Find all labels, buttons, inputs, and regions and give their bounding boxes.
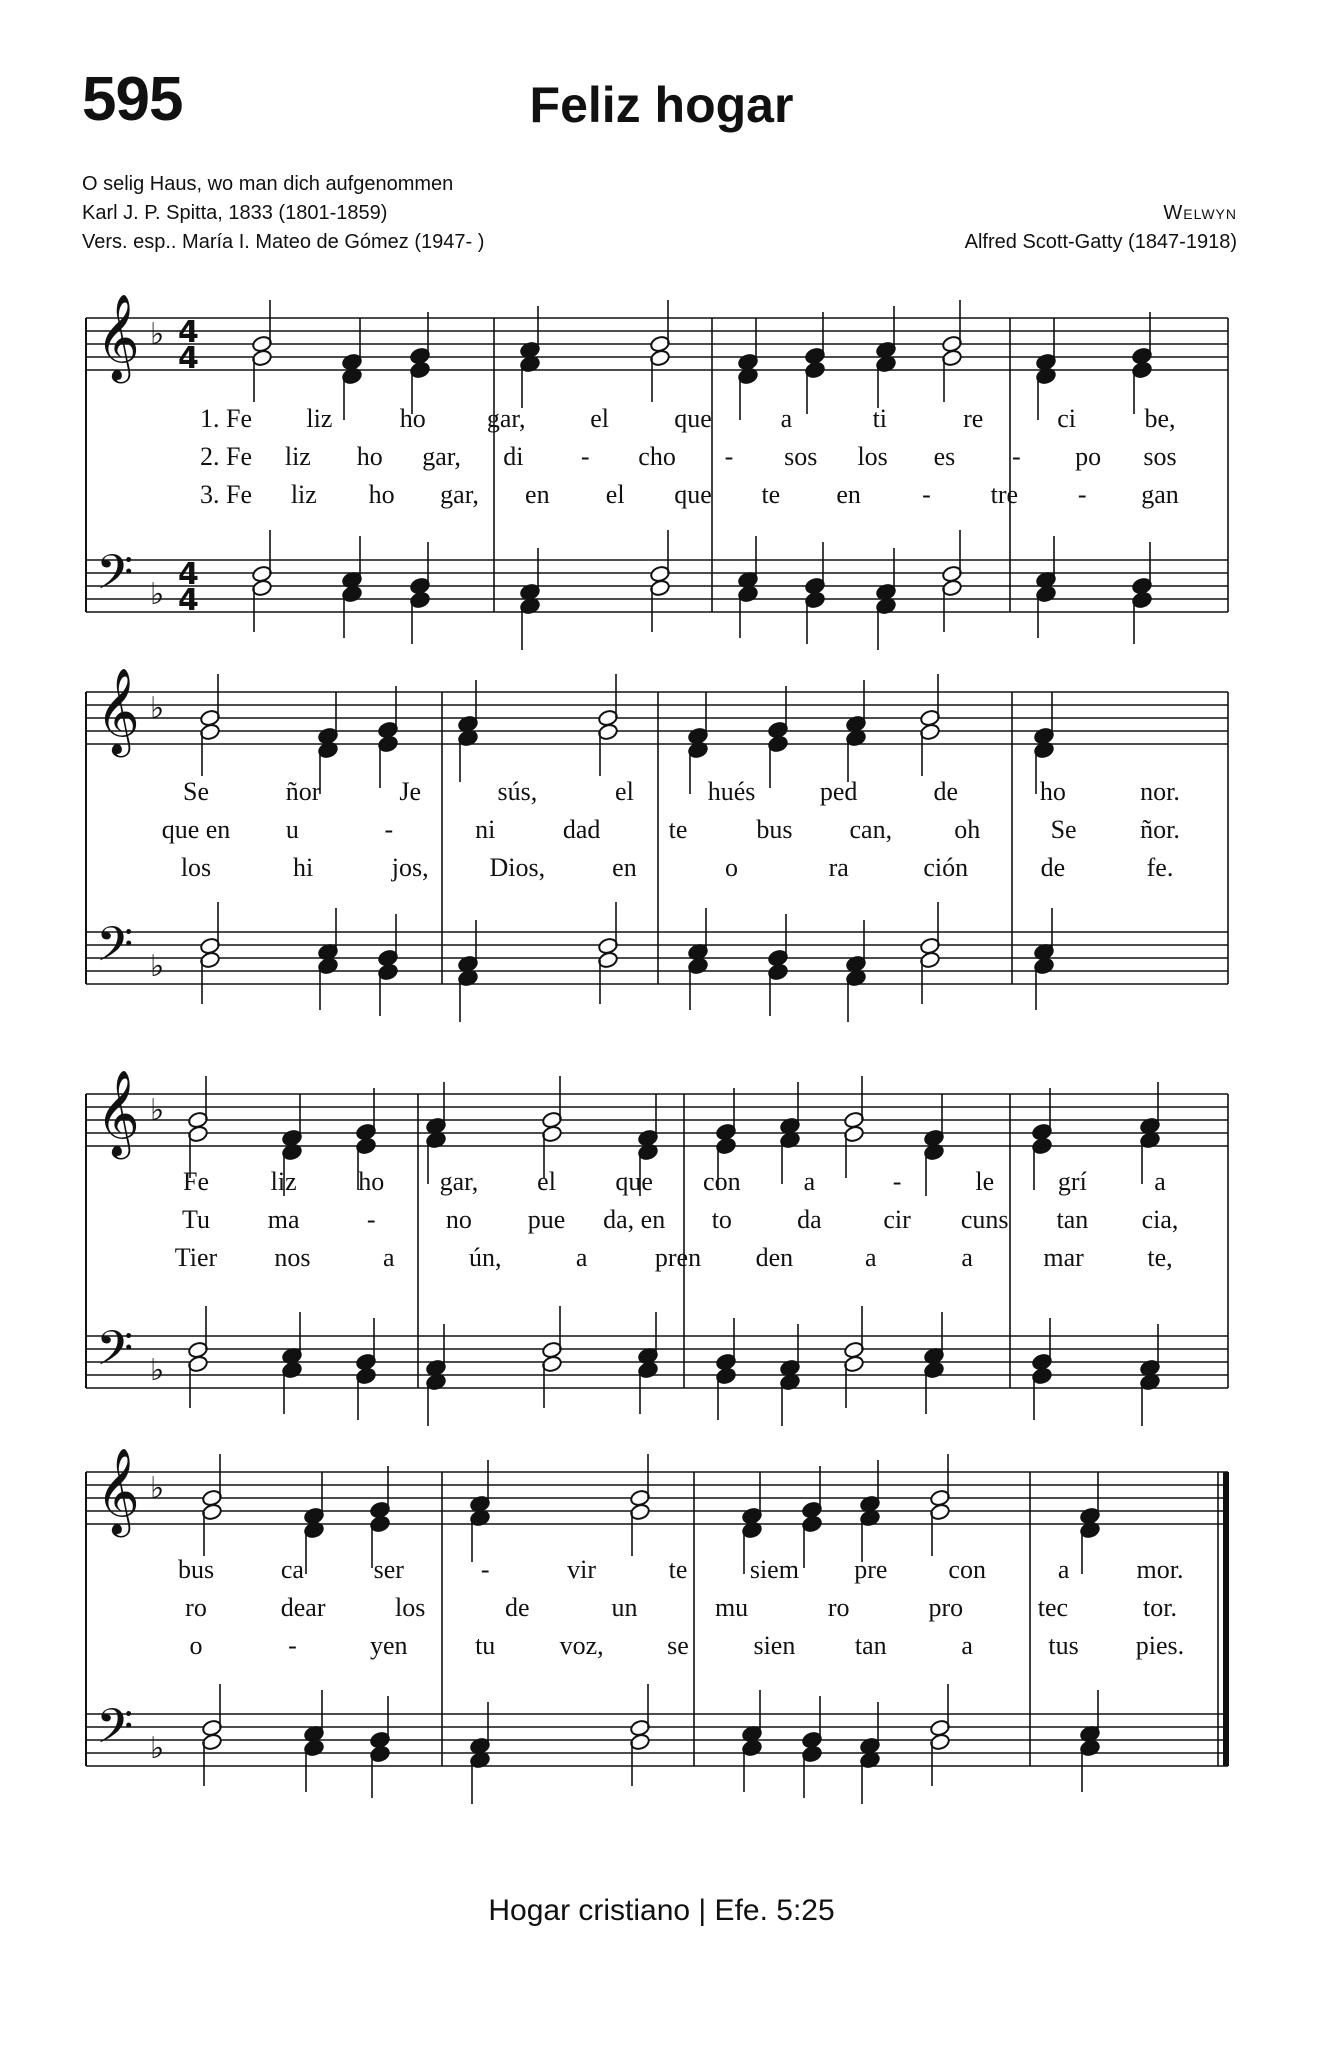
lyric-syllable: con: [948, 1555, 986, 1584]
lyric-syllable: liz: [306, 404, 333, 433]
lyric-syllable: oh: [954, 815, 981, 844]
lyric-syllable: u: [285, 815, 299, 844]
lyric-syllable: tus: [1048, 1631, 1079, 1660]
lyric-syllable: ho: [356, 442, 383, 471]
lyric-syllable: pro: [928, 1593, 964, 1622]
lyric-syllable: a: [961, 1631, 973, 1660]
lyric-syllable: da: [797, 1205, 822, 1234]
lyric-syllable: no: [445, 1205, 472, 1234]
flat-icon: ♭: [150, 1471, 165, 1506]
lyric-syllable: gar,: [422, 442, 461, 471]
lyric-syllable: ped: [819, 777, 858, 806]
lyric-syllable: po: [1075, 442, 1102, 471]
lyric-syllable: tor.: [1143, 1593, 1177, 1622]
lyric-syllable: ción: [923, 853, 969, 882]
lyric-syllable: den: [755, 1243, 794, 1272]
composer-line: Alfred Scott-Gatty (1847-1918): [964, 231, 1237, 253]
treble-clef-icon: 𝄞: [96, 1448, 140, 1534]
lyric-syllable: gar,: [486, 404, 526, 433]
lyric-syllable: re: [963, 404, 984, 433]
lyric-syllable: 2. Fe: [200, 442, 252, 471]
lyric-syllable: gar,: [440, 480, 479, 509]
lyric-syllable: tre: [990, 480, 1019, 509]
lyric-syllable: le: [975, 1167, 995, 1196]
lyric-syllable: ún,: [468, 1243, 502, 1272]
lyric-syllable: nos: [274, 1243, 311, 1272]
lyric-syllable: siem: [749, 1555, 799, 1584]
bass-clef-icon: 𝄢: [96, 544, 134, 612]
lyric-syllable: Fe: [183, 1167, 209, 1196]
lyric-syllable: cia,: [1141, 1205, 1179, 1234]
lyric-syllable: un: [611, 1593, 638, 1622]
lyric-syllable: ser: [373, 1555, 404, 1584]
lyric-syllable: bus: [756, 815, 793, 844]
lyric-syllable: -: [1077, 480, 1087, 509]
footer-topic: Hogar cristiano | Efe. 5:25: [488, 1894, 835, 1927]
flat-icon: ♭: [150, 1353, 165, 1388]
lyric-syllable: cho: [638, 442, 676, 471]
lyric-syllable: -: [480, 1555, 490, 1584]
lyric-syllable: sien: [753, 1631, 796, 1660]
flat-icon: ♭: [150, 691, 165, 726]
lyric-syllable: can,: [849, 815, 893, 844]
lyric-syllable: a: [780, 404, 793, 433]
lyric-syllable: Tier: [174, 1243, 218, 1272]
treble-clef-icon: 𝄞: [96, 294, 140, 380]
lyric-syllable: en: [836, 480, 861, 509]
lyric-syllable: ro: [185, 1593, 207, 1622]
lyric-syllable: tec: [1037, 1593, 1069, 1622]
author-line: Karl J. P. Spitta, 1833 (1801-1859): [82, 202, 388, 224]
lyric-syllable: el: [615, 777, 634, 806]
lyric-syllable: ma: [267, 1205, 300, 1234]
lyric-syllable: de: [1040, 853, 1066, 882]
lyric-syllable: ca: [280, 1555, 304, 1584]
lyric-syllable: de: [505, 1593, 530, 1622]
lyric-syllable: ho: [1039, 777, 1066, 806]
lyric-syllable: -: [724, 442, 734, 471]
lyric-syllable: voz,: [559, 1631, 604, 1660]
lyric-syllable: -: [892, 1167, 902, 1196]
lyric-syllable: ñor: [285, 777, 321, 806]
lyric-syllable: tu: [475, 1631, 496, 1660]
lyric-syllable: los: [180, 853, 212, 882]
lyric-syllable: yen: [370, 1631, 408, 1660]
hymn-number: 595: [82, 65, 183, 134]
flat-icon: ♭: [150, 1093, 165, 1128]
lyric-syllable: bus: [177, 1555, 215, 1584]
lyric-syllable: -: [366, 1205, 376, 1234]
lyric-syllable: ni: [475, 815, 496, 844]
lyric-syllable: Se: [1050, 815, 1077, 844]
lyric-syllable: vir: [567, 1555, 597, 1584]
lyric-syllable: los: [395, 1593, 426, 1622]
lyric-syllable: liz: [290, 480, 317, 509]
lyric-syllable: o: [189, 1631, 203, 1660]
lyric-syllable: ra: [828, 853, 849, 882]
lyric-syllable: cuns: [960, 1205, 1009, 1234]
lyric-syllable: sos: [784, 442, 818, 471]
lyric-syllable: dad: [562, 815, 601, 844]
lyric-syllable: en: [525, 480, 550, 509]
lyric-syllable: a: [575, 1243, 588, 1272]
lyric-syllable: que en: [161, 815, 231, 844]
lyric-syllable: liz: [270, 1167, 297, 1196]
lyric-syllable: Se: [183, 777, 209, 806]
lyric-syllable: o: [725, 853, 739, 882]
treble-clef-icon: 𝄞: [96, 1070, 140, 1156]
lyric-syllable: te: [668, 815, 688, 844]
lyric-syllable: dear: [280, 1593, 326, 1622]
lyric-syllable: mu: [714, 1593, 749, 1622]
lyric-syllable: sús,: [497, 777, 538, 806]
lyric-syllable: se: [667, 1631, 689, 1660]
lyric-syllable: el: [590, 404, 609, 433]
time-signature: 4: [178, 583, 199, 618]
lyric-syllable: a: [1057, 1555, 1070, 1584]
lyric-syllable: hi: [292, 853, 314, 882]
lyric-syllable: -: [1011, 442, 1021, 471]
lyric-syllable: el: [605, 480, 625, 509]
hymn-title: Feliz hogar: [529, 77, 794, 133]
bass-clef-icon: 𝄢: [96, 1698, 134, 1766]
lyric-syllable: a: [383, 1243, 395, 1272]
lyric-syllable: a: [1154, 1167, 1166, 1196]
treble-clef-icon: 𝄞: [96, 668, 140, 754]
lyric-syllable: Dios,: [489, 853, 546, 882]
time-signature: 4: [178, 557, 199, 592]
lyric-syllable: pies.: [1135, 1631, 1185, 1660]
time-signature: 4: [178, 341, 199, 376]
lyric-syllable: pue: [527, 1205, 566, 1234]
lyric-syllable: a: [961, 1243, 973, 1272]
lyric-syllable: mor.: [1136, 1555, 1184, 1584]
lyric-syllable: ñor.: [1140, 815, 1180, 844]
lyric-syllable: tan: [1056, 1205, 1089, 1234]
lyric-syllable: ti: [872, 404, 888, 433]
lyric-syllable: gar,: [439, 1167, 479, 1196]
lyric-syllable: de: [933, 777, 959, 806]
lyric-syllable: en: [612, 853, 637, 882]
lyric-syllable: te: [761, 480, 781, 509]
lyric-syllable: pren: [654, 1243, 702, 1272]
lyric-syllable: pre: [854, 1555, 888, 1584]
lyric-syllable: sos: [1143, 442, 1177, 471]
flat-icon: ♭: [150, 577, 165, 612]
score-system-1: [86, 294, 1228, 650]
lyric-syllable: -: [288, 1631, 297, 1660]
lyric-syllable: -: [384, 815, 394, 844]
lyric-syllable: jos,: [391, 853, 429, 882]
lyric-syllable: cir: [883, 1205, 911, 1234]
bass-clef-icon: 𝄢: [96, 1320, 134, 1388]
score-system-3: [86, 1070, 1228, 1426]
lyric-syllable: a: [865, 1243, 877, 1272]
time-signature: 4: [178, 315, 199, 350]
lyric-syllable: fe.: [1146, 853, 1174, 882]
lyric-syllable: Tu: [182, 1205, 210, 1234]
lyric-syllable: que: [615, 1167, 653, 1196]
flat-icon: ♭: [150, 949, 165, 984]
lyric-syllable: 1. Fe: [200, 404, 252, 433]
lyric-syllable: es: [933, 442, 956, 471]
original-text-line: O selig Haus, wo man dich aufgenommen: [82, 173, 454, 195]
lyric-syllable: que: [674, 404, 712, 433]
lyric-syllable: -: [922, 480, 931, 509]
flat-icon: ♭: [150, 317, 165, 352]
lyric-syllable: ro: [827, 1593, 850, 1622]
lyric-syllable: gan: [1141, 480, 1179, 509]
lyric-syllable: 3. Fe: [200, 480, 252, 509]
lyric-syllable: da, en: [603, 1205, 666, 1234]
lyric-syllable: tan: [854, 1631, 887, 1660]
translator-line: Vers. esp.. María I. Mateo de Gómez (1947- ): [82, 231, 485, 253]
lyric-syllable: a: [803, 1167, 816, 1196]
lyric-syllable: grí: [1057, 1167, 1087, 1196]
bass-clef-icon: 𝄢: [96, 916, 134, 984]
lyric-syllable: mar: [1043, 1243, 1084, 1272]
lyric-syllable: hués: [707, 777, 756, 806]
lyric-syllable: ho: [399, 404, 426, 433]
lyric-syllable: te,: [1147, 1243, 1173, 1272]
lyric-syllable: Je: [399, 777, 422, 806]
lyric-syllable: con: [703, 1167, 741, 1196]
lyric-syllable: -: [580, 442, 590, 471]
lyric-syllable: ci: [1057, 404, 1076, 433]
lyric-syllable: di: [503, 442, 524, 471]
score-system-4: [86, 1448, 1229, 1804]
lyric-syllable: te: [668, 1555, 688, 1584]
lyric-syllable: be,: [1144, 404, 1176, 433]
tune-name: Welwyn: [1163, 202, 1237, 224]
lyric-syllable: que: [674, 480, 712, 509]
lyric-syllable: los: [857, 442, 888, 471]
lyric-syllable: el: [537, 1167, 556, 1196]
score-system-2: [86, 668, 1228, 1022]
flat-icon: ♭: [150, 1731, 165, 1766]
lyric-syllable: ho: [368, 480, 395, 509]
lyric-syllable: to: [711, 1205, 732, 1234]
lyric-syllable: ho: [358, 1167, 385, 1196]
lyric-syllable: liz: [284, 442, 311, 471]
lyric-syllable: nor.: [1140, 777, 1180, 806]
